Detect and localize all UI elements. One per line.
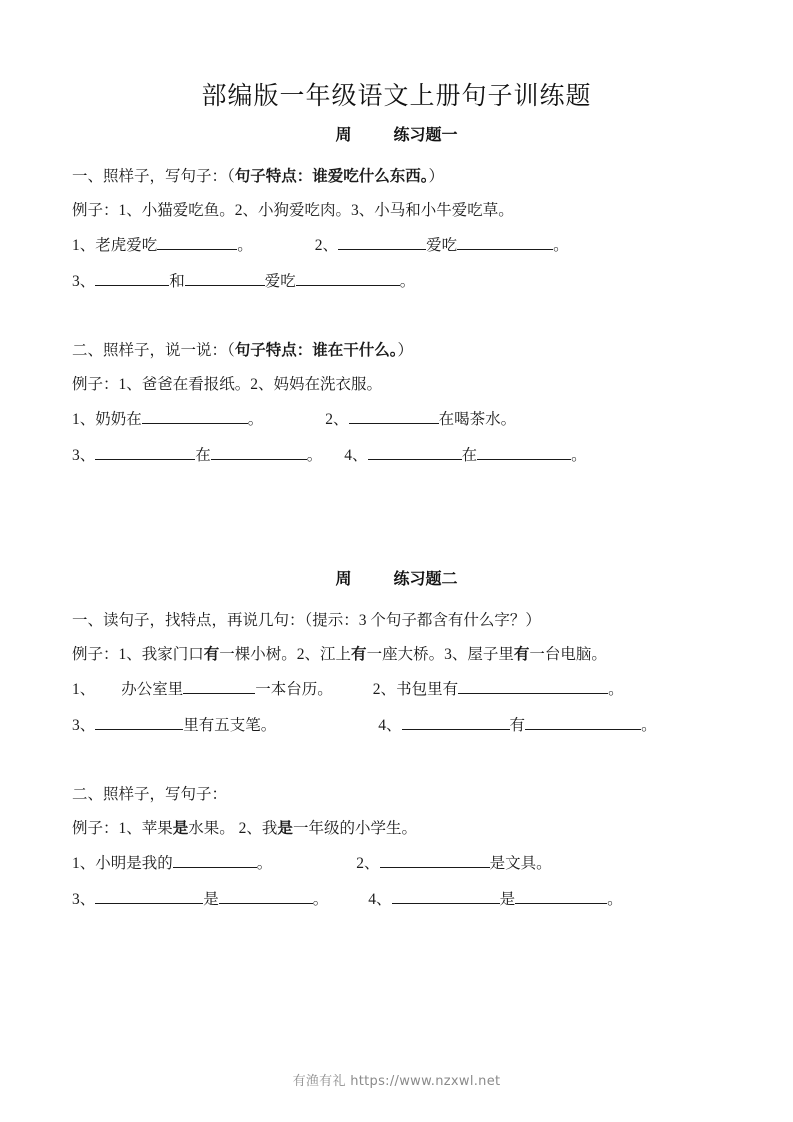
prompt-text: 一、照样子，写句子：（ [72,168,235,185]
item-punct: 。 [553,237,569,254]
item-punct: 。 [571,447,587,464]
section-gap [72,300,721,334]
item-text: 老虎爱吃 [95,237,158,254]
item-number: 1、 [72,237,96,254]
prompt-text: 二、照样子，说一说：（ [72,342,235,359]
answer-blank[interactable] [95,887,203,904]
fill-row-1-1-b [72,264,721,300]
item-number: 4、 [344,447,368,464]
exercise-prompt-1-1 [72,160,721,194]
item-text: 在喝茶水。 [438,411,517,428]
fill-row-2-2-b [72,882,721,918]
example-keyword: 有 [351,646,367,663]
example-part: 一台电脑。 [529,646,607,663]
page-title: 部编版一年级语文上册句子训练题 [201,83,592,110]
item-number: 1、 [72,855,96,872]
answer-blank[interactable] [95,713,183,730]
item-text: 在 [461,447,478,464]
example-keyword: 是 [277,820,293,837]
fill-row-2-1-b [72,708,721,744]
answer-blank[interactable] [95,269,169,286]
answer-blank[interactable] [211,443,307,460]
item-punct: 。 [607,891,623,908]
item-punct: 。 [237,237,253,254]
prompt-bold: 句子特点：谁在干什么。 [234,342,398,359]
item-punct: 。 [312,891,329,908]
example-part: 水果。 2、我 [188,820,278,837]
fill-row-1-2-b [72,438,721,474]
item-text: 奶奶在 [95,411,142,428]
item-number: 3、 [72,273,96,290]
answer-blank[interactable] [458,677,608,694]
prompt-tail: ） [428,168,445,185]
item-text: 小明是我的 [95,855,173,872]
item-text: 有 [509,717,526,734]
answer-blank[interactable] [380,851,490,868]
prompt-tail: ） [397,342,414,359]
answer-blank[interactable] [402,713,510,730]
example-part: 例子：1、苹果 [72,820,173,837]
example-keyword: 有 [513,646,530,663]
item-text: 书包里有 [396,681,459,698]
item-number: 2、 [356,855,380,872]
item-number: 2、 [314,237,339,254]
item-text: 爱吃 [426,237,458,254]
example-part: 一棵小树。2、江上 [219,646,352,663]
footer-watermark: 有渔有礼 https://www.nzxwl.net [292,1074,501,1089]
page-section-gap [72,474,721,544]
item-text: 里有五支笔。 [183,717,277,734]
example-part: 例子：1、我家门口 [72,646,204,663]
exercise-prompt-2-1: 一、读句子，找特点，再说几句：（提示：3 个句子都含有什么字？） [72,612,541,629]
answer-blank[interactable] [173,851,257,868]
section-title-one: 练习题一 [393,127,458,144]
item-number: 2、 [325,411,349,428]
item-punct: 。 [256,855,273,872]
item-punct: 。 [306,447,323,464]
example-part: 一年级的小学生。 [292,820,417,837]
item-punct: 。 [608,681,624,698]
section-heading-one [72,122,721,150]
answer-blank[interactable] [183,677,255,694]
item-text: 一本台历。 [255,681,333,698]
answer-blank[interactable] [219,887,313,904]
answer-blank[interactable] [157,233,237,250]
answer-blank[interactable] [525,713,641,730]
answer-blank[interactable] [349,407,439,424]
item-punct: 。 [247,411,264,428]
item-number: 1、 [72,681,96,698]
fill-row-2-1-a [72,672,721,708]
item-text: 办公室里 [121,681,184,698]
item-punct: 。 [399,273,416,290]
answer-blank[interactable] [95,443,195,460]
example-keyword: 是 [172,820,189,837]
section-gap-2 [72,744,721,778]
item-number: 4、 [378,717,402,734]
answer-blank[interactable] [296,269,400,286]
answer-blank[interactable] [515,887,607,904]
item-number: 3、 [72,717,96,734]
section-heading-two [72,566,721,594]
week-label-two: 周 [335,571,352,588]
week-label-one: 周 [335,127,352,144]
exercise-example-1-2: 例子：1、爸爸在看报纸。2、妈妈在洗衣服。 [72,376,383,393]
item-text: 是 [203,891,219,908]
answer-blank[interactable] [142,407,248,424]
answer-blank[interactable] [457,233,553,250]
item-number: 3、 [72,447,96,464]
item-text: 是文具。 [489,855,552,872]
item-punct: 。 [641,717,657,734]
fill-row-1-2-a [72,402,721,438]
exercise-prompt-1-2 [72,334,721,368]
prompt-bold: 句子特点：谁爱吃什么东西。 [234,168,429,185]
item-number: 3、 [72,891,96,908]
item-text: 和 [169,273,185,290]
page-section-gap-extra [72,544,721,560]
fill-row-1-1-a [72,228,721,264]
item-number: 2、 [372,681,397,698]
answer-blank[interactable] [368,443,462,460]
example-keyword: 有 [203,646,220,663]
item-text: 是 [499,891,516,908]
example-part: 一座大桥。3、屋子里 [366,646,514,663]
item-number: 1、 [72,411,96,428]
item-number: 4、 [368,891,392,908]
exercise-example-1-1: 例子：1、小猫爱吃鱼。2、小狗爱吃肉。3、小马和小牛爱吃草。 [72,202,514,219]
answer-blank[interactable] [392,887,500,904]
item-text: 爱吃 [264,273,296,290]
answer-blank[interactable] [338,233,426,250]
exercise-prompt-2-2: 二、照样子，写句子： [72,786,228,803]
exercise-example-2-2 [72,812,721,846]
fill-row-2-2-a [72,846,721,882]
item-text: 在 [195,447,211,464]
section-title-two: 练习题二 [393,571,458,588]
answer-blank[interactable] [477,443,571,460]
exercise-example-2-1 [72,638,721,672]
answer-blank[interactable] [185,269,265,286]
